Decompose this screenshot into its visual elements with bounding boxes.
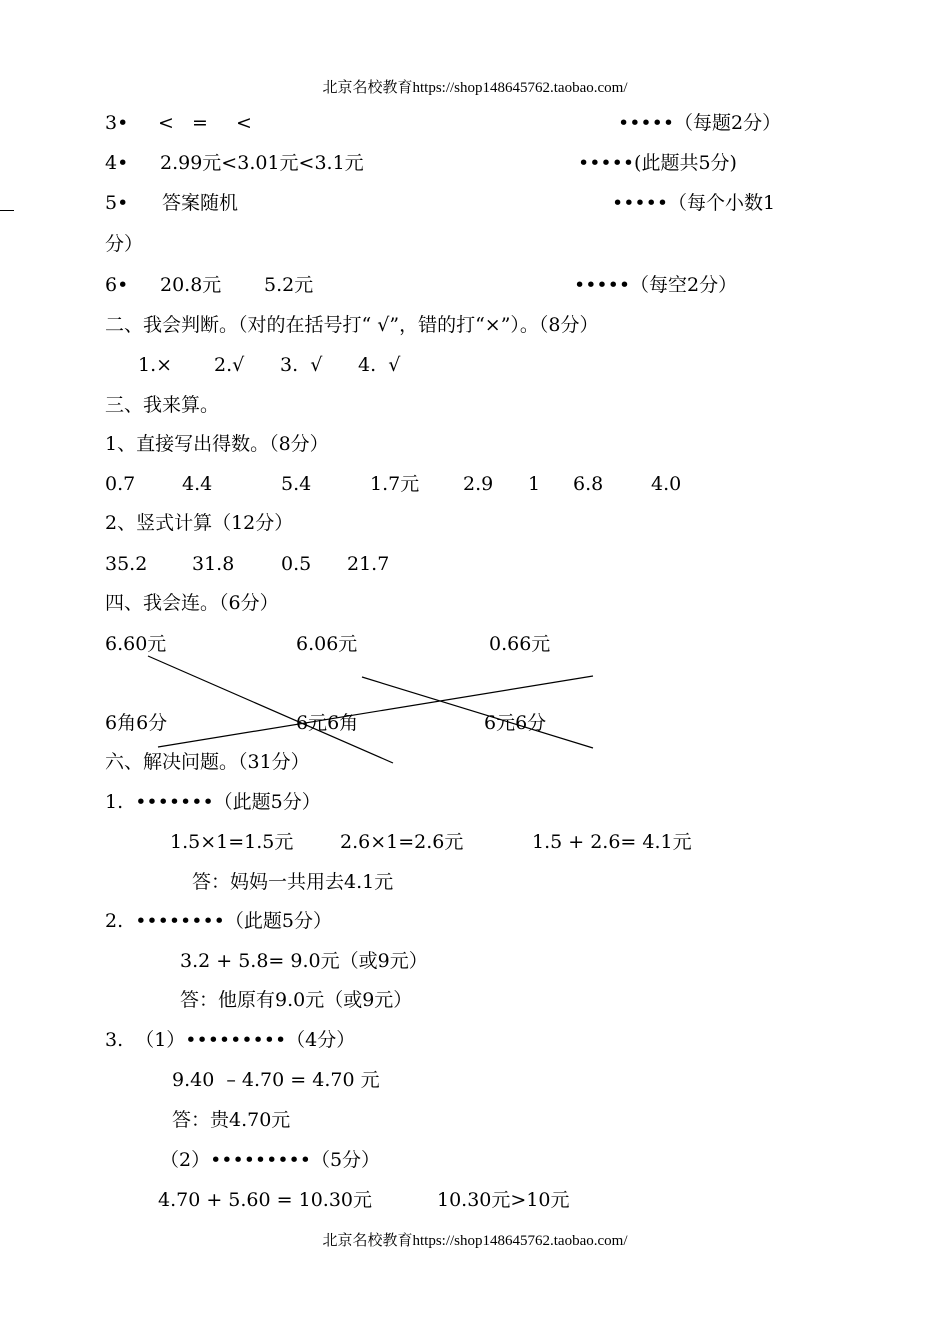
row6-number: 6•: [105, 274, 129, 296]
p1-head: 1. •••••••（此题5分）: [105, 791, 321, 813]
p2-calc: 3.2 + 5.8= 9.0元（或9元）: [180, 950, 428, 972]
q1-title: 1、直接写出得数。（8分）: [105, 433, 329, 455]
match-line-2: [362, 677, 593, 748]
row3-answer-a: <: [158, 112, 174, 134]
q1-answer-7: 6.8: [573, 473, 604, 495]
section3-title: 三、我来算。: [105, 394, 220, 416]
p1-calc-3: 1.5 + 2.6= 4.1元: [532, 831, 692, 853]
row4-score: •••••(此题共5分): [578, 152, 737, 174]
page-header: 北京名校教育https://shop148645762.taobao.com/: [322, 80, 628, 96]
section4-title: 四、我会连。（6分）: [105, 592, 279, 614]
p3-answer: 答：贵4.70元: [172, 1109, 291, 1131]
p3-calc: 9.40 – 4.70 = 4.70 元: [172, 1069, 380, 1091]
p1-calc-2: 2.6×1=2.6元: [340, 831, 464, 853]
match-bottom-1: 6角6分: [105, 712, 168, 734]
judge-answer-2: 2.√: [214, 354, 245, 376]
p2-answer: 答：他原有9.0元（或9元）: [180, 989, 413, 1011]
row6-answer-a: 20.8元: [160, 274, 222, 296]
row5-score-cont: 分）: [105, 233, 144, 255]
page-footer: 北京名校教育https://shop148645762.taobao.com/: [322, 1233, 628, 1249]
match-bottom-2: 6元6角: [296, 712, 359, 734]
row6-answer-b: 5.2元: [264, 274, 314, 296]
match-line-1: [148, 656, 393, 763]
q1-answer-2: 4.4: [182, 473, 213, 495]
row4-number: 4•: [105, 152, 129, 174]
section6-title: 六、解决问题。（31分）: [105, 751, 310, 773]
row3-answer-b: =: [192, 112, 208, 134]
q1-answer-3: 5.4: [281, 473, 312, 495]
row3-answer-c: <: [236, 112, 252, 134]
p1-calc-1: 1.5×1=1.5元: [170, 831, 294, 853]
match-top-2: 6.06元: [296, 633, 358, 655]
p3-sub2-head: （2）•••••••••（5分）: [160, 1149, 381, 1171]
p3-sub2-calc-a: 4.70 + 5.60 = 10.30元: [158, 1189, 373, 1211]
q2-title: 2、竖式计算（12分）: [105, 512, 294, 534]
q2-answer-2: 31.8: [192, 553, 235, 575]
q1-answer-4: 1.7元: [370, 473, 420, 495]
p3-sub2-calc-b: 10.30元>10元: [437, 1189, 570, 1211]
q1-answer-6: 1: [528, 473, 541, 495]
q1-answer-8: 4.0: [651, 473, 682, 495]
row3-number: 3•: [105, 112, 129, 134]
row3-score: •••••（每题2分）: [618, 112, 782, 134]
row5-number: 5•: [105, 192, 129, 214]
match-top-1: 6.60元: [105, 633, 167, 655]
match-top-3: 0.66元: [489, 633, 551, 655]
q1-answer-5: 2.9: [463, 473, 494, 495]
judge-answer-1: 1.×: [138, 354, 173, 376]
section2-title: 二、我会判断。（对的在括号打“ √”，错的打“×”）。（8分）: [105, 314, 599, 336]
q2-answer-4: 21.7: [347, 553, 390, 575]
judge-answer-3: 3. √: [280, 354, 323, 376]
row5-score: •••••（每个小数1: [612, 192, 776, 214]
row4-answer: 2.99元<3.01元<3.1元: [160, 152, 364, 174]
match-bottom-3: 6元6分: [484, 712, 547, 734]
row5-answer: 答案随机: [162, 192, 239, 214]
q2-answer-1: 35.2: [105, 553, 148, 575]
judge-answer-4: 4. √: [358, 354, 401, 376]
p1-answer: 答：妈妈一共用去4.1元: [192, 871, 394, 893]
q2-answer-3: 0.5: [281, 553, 312, 575]
row6-score: •••••（每空2分）: [574, 274, 738, 296]
q1-answer-1: 0.7: [105, 473, 136, 495]
p2-head: 2. ••••••••（此题5分）: [105, 910, 332, 932]
p3-head: 3. （1）•••••••••（4分）: [105, 1029, 356, 1051]
